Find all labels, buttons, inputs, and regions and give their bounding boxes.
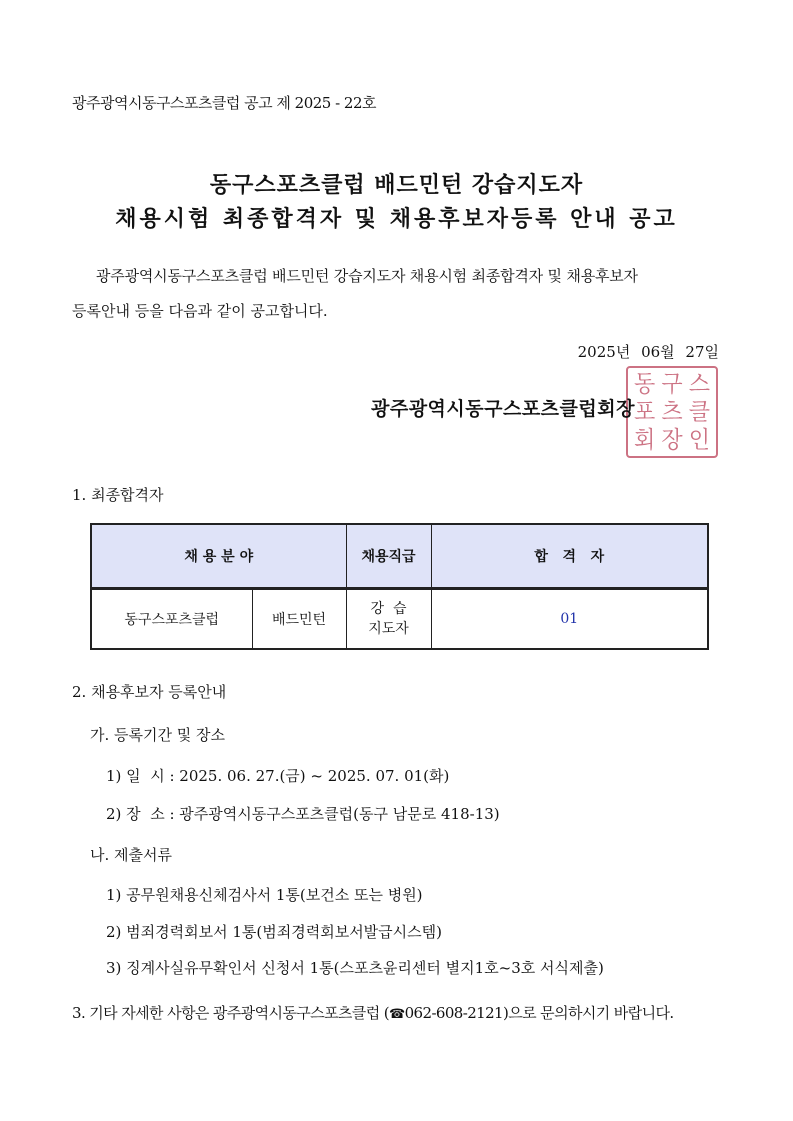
table-row [91,589,708,650]
seal-char: 구 [661,371,683,398]
announcement-date: 2025년 06월 27일 [577,343,719,361]
section2b-heading: 나. 제출서류 [90,846,172,864]
header-passer: 합 격 자 [431,524,708,589]
section1-heading: 1. 최종합격자 [72,486,164,504]
cell-grade-line1: 강 습 [370,601,407,617]
seal-char: 포 [634,399,656,426]
contact-suffix: )으로 문의하시기 바랍니다. [502,1004,674,1022]
header-grade: 채용직급 [346,524,431,589]
final-passers-table [90,523,709,650]
official-seal-icon [626,366,718,458]
phone-icon: ☎ [389,1007,405,1022]
cell-grade [346,589,431,650]
intro-line1: 광주광역시동구스포츠클럽 배드민턴 강습지도자 채용시험 최종합격자 및 채용후보자 [96,267,638,285]
list-item: 2) 범죄경력회보서 1통(범죄경력회보서발급시스템) [106,923,442,941]
contact-phone: 062-608-2121 [404,1004,503,1022]
section2-heading: 2. 채용후보자 등록안내 [72,683,227,701]
seal-char: 동 [634,371,656,398]
cell-org: 동구스포츠클럽 [91,589,252,650]
section3-contact [72,1002,674,1023]
list-item: 3) 징계사실유무확인서 신청서 1통(스포츠윤리센터 별지1호~3호 서식제출) [106,959,604,977]
seal-char: 스 [688,371,710,398]
cell-passer: 01 [431,589,708,650]
table-header-row [91,524,708,589]
contact-prefix: 3. 기타 자세한 사항은 광주광역시동구스포츠클럽 ( [72,1004,390,1022]
list-item: 1) 일 시 : 2025. 06. 27.(금) ~ 2025. 07. 01(화) [106,767,450,785]
document-number: 광주광역시동구스포츠클럽 공고 제 2025 - 22호 [72,94,377,112]
seal-characters [631,371,713,453]
list-item: 1) 공무원채용신체검사서 1통(보건소 또는 병원) [106,886,423,904]
intro-line2: 등록안내 등을 다음과 같이 공고합니다. [72,302,328,320]
section2a-heading: 가. 등록기간 및 장소 [90,726,225,744]
header-field: 채 용 분 야 [91,524,346,589]
seal-char: 장 [661,427,683,454]
page-title-line1: 동구스포츠클럽 배드민턴 강습지도자 [209,173,584,198]
seal-char: 클 [688,399,710,426]
seal-char: 인 [688,427,710,454]
cell-sport: 배드민턴 [252,589,346,650]
seal-char: 츠 [661,399,683,426]
list-item: 2) 장 소 : 광주광역시동구스포츠클럽(동구 남문로 418-13) [106,805,500,823]
page-title-line2: 채용시험 최종합격자 및 채용후보자등록 안내 공고 [115,207,678,232]
cell-grade-line2: 지도자 [368,621,409,637]
seal-char: 회 [634,427,656,454]
signer-name: 광주광역시동구스포츠클럽회장 [371,398,635,420]
